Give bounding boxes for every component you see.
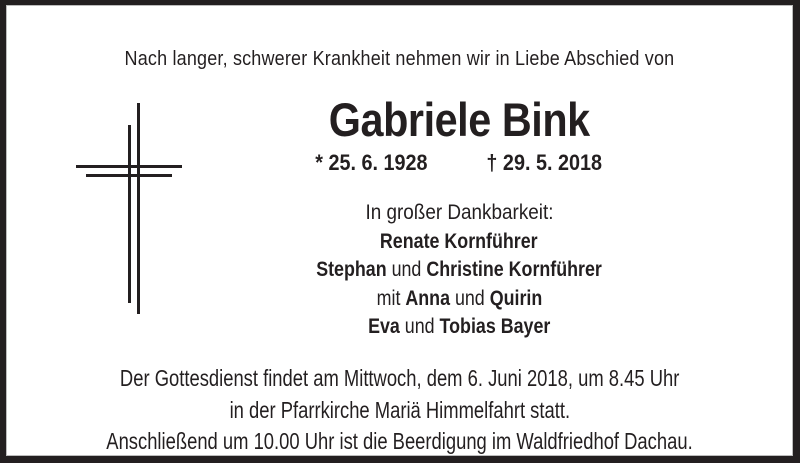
intro-line <box>7 46 792 72</box>
birth-date: * 25. 6. 1928 <box>315 150 428 175</box>
service-info-block <box>7 363 792 458</box>
life-dates-row <box>111 151 800 175</box>
service-line: in der Pfarrkirche Mariä Himmelfahrt statt. <box>229 396 570 423</box>
service-line: Anschließend um 10.00 Uhr ist die Beerdigung im Waldfriedhof Dachau. <box>106 428 693 454</box>
family-block <box>111 199 800 342</box>
family-line: Renate Kornführer <box>380 229 538 253</box>
deceased-name: Gabriele Bink <box>328 93 590 146</box>
death-date: † 29. 5. 2018 <box>486 150 603 175</box>
deceased-name-heading <box>111 93 800 146</box>
family-line: Eva und Tobias Bayer <box>367 315 551 338</box>
service-line: Der Gottesdienst findet am Mittwoch, dem 6. Juni 2018, um 8.45 Uhr <box>119 365 680 391</box>
intro-text: Nach langer, schwerer Krankheit nehmen wir in Liebe Abschied von <box>124 48 675 70</box>
notice-inner-panel <box>6 5 793 456</box>
family-heading: In großer Dankbarkeit: <box>364 201 554 224</box>
family-line: Stephan und Christine Kornführer <box>316 258 602 281</box>
family-line: mit Anna und Quirin <box>376 286 542 310</box>
